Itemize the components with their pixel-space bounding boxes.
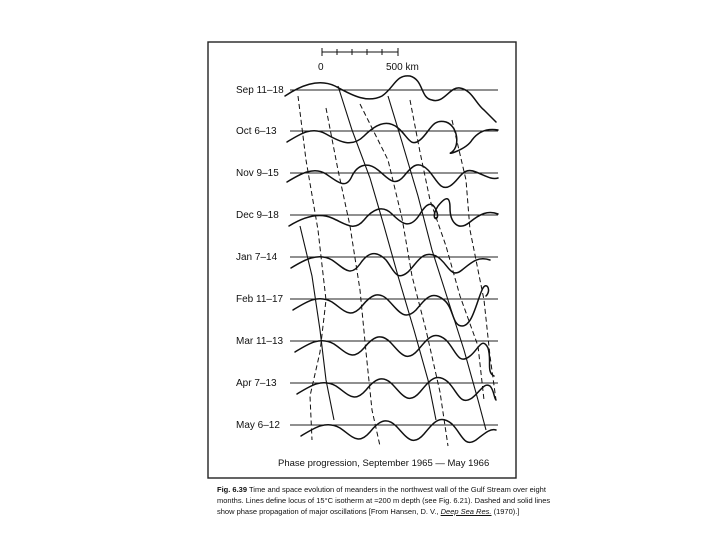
phase-line-solid [338, 86, 436, 420]
row-label: Nov 9–15 [236, 168, 279, 179]
row-label: Mar 11–13 [236, 336, 284, 347]
phase-line-dashed [326, 108, 380, 446]
meander-curve-may [301, 419, 496, 442]
row-label: May 6–12 [236, 420, 280, 431]
row-label: Sep 11–18 [236, 85, 284, 96]
row-label: Apr 7–13 [236, 378, 277, 389]
figure-title: Phase progression, September 1965 — May 1966 [278, 458, 490, 469]
row-label: Jan 7–14 [236, 252, 278, 263]
meander-curve-feb [293, 286, 489, 326]
caption-text-end: (1970).] [493, 507, 520, 516]
meander-curve-dec [289, 199, 498, 226]
phase-line-solid [300, 226, 334, 420]
caption-fig-label: Fig. 6.39 [217, 485, 248, 494]
phase-line-dashed [298, 96, 326, 440]
meander-curve-apr [297, 377, 496, 400]
scale-bar [318, 48, 419, 73]
row-label: Feb 11–17 [236, 294, 284, 305]
meander-curve-oct [287, 121, 498, 153]
scale-end-label: 500 km [386, 62, 419, 73]
row-labels [236, 85, 284, 431]
caption-journal: Deep Sea Res. [440, 507, 492, 516]
meander-curve-sep [285, 76, 496, 122]
row-label: Dec 9–18 [236, 210, 279, 221]
row-label: Oct 6–13 [236, 126, 277, 137]
figure-caption [217, 484, 552, 517]
caption-text: Time and space evolution of meanders in the northwest wall of the Gulf Stream over eight months. Lines define locus of 15°C isotherm at ≈200 m depth (see Fig. 6.21). Dashed and solid lines show phase propagation of major oscillations [From Hansen, D. V., [217, 485, 551, 516]
scale-start-label: 0 [318, 62, 324, 73]
